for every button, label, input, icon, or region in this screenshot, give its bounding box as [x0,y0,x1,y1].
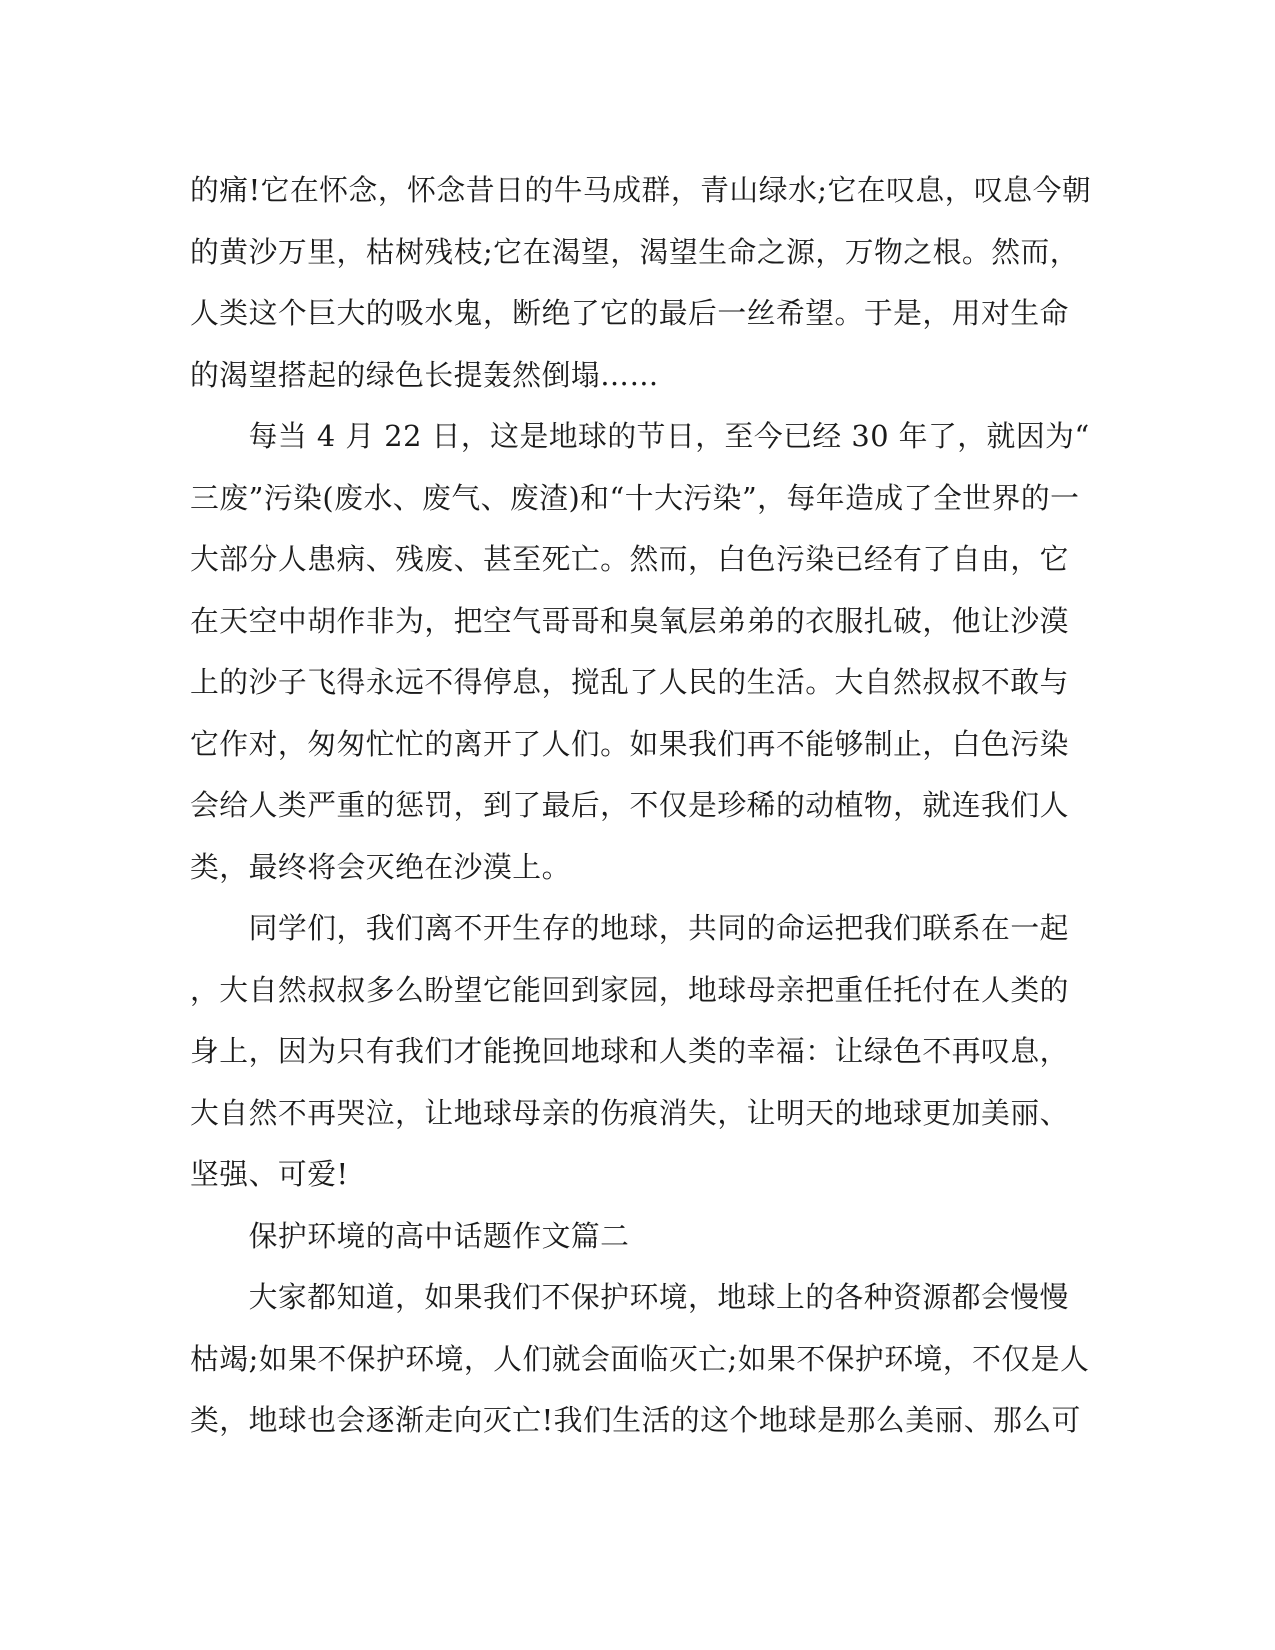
text-line: 类，最终将会灭绝在沙漠上。 [190,849,571,884]
text-line: 的渴望搭起的绿色长提轰然倒塌…… [190,357,659,392]
text-line: 三废”污染(废水、废气、废渣)和“十大污染”，每年造成了全世界的一 [190,480,1080,515]
text-line: 人类这个巨大的吸水鬼，断绝了它的最后一丝希望。于是，用对生命 [190,296,1069,330]
text-line: 上的沙子飞得永远不得停息，搅乱了人民的生活。大自然叔叔不敢与 [190,665,1069,699]
text-line: 的痛!它在怀念，怀念昔日的牛马成群，青山绿水;它在叹息，叹息今朝 [190,173,1092,207]
essay-text [190,160,1090,1452]
text-line: 大自然不再哭泣，让地球母亲的伤痕消失，让明天的地球更加美丽、 [190,1095,1069,1130]
paragraph-start-line: 大家都知道，如果我们不保护环境，地球上的各种资源都会慢慢 [190,1280,1069,1314]
text-line: 类，地球也会逐渐走向灭亡!我们生活的这个地球是那么美丽、那么可 [190,1403,1081,1437]
text-line: 坚强、可爱! [190,1157,349,1191]
text-line: ，大自然叔叔多么盼望它能回到家园，地球母亲把重任托付在人类的 [190,972,1069,1007]
text-line: 会给人类严重的惩罚，到了最后，不仅是珍稀的动植物，就连我们人 [190,788,1069,822]
paragraph-start-line: 每当 4 月 22 日，这是地球的节日，至今已经 30 年了，就因为“ [190,419,1090,453]
text-line: 枯竭;如果不保护环境，人们就会面临灭亡;如果不保护环境，不仅是人 [190,1341,1090,1376]
text-line: 的黄沙万里，枯树残枝;它在渴望，渴望生命之源，万物之根。然而， [190,234,1080,269]
paragraph-start-line: 同学们，我们离不开生存的地球，共同的命运把我们联系在一起 [190,911,1069,945]
text-line: 身上，因为只有我们才能挽回地球和人类的幸福：让绿色不再叹息， [190,1034,1069,1068]
text-line: 在天空中胡作非为，把空气哥哥和臭氧层弟弟的衣服扎破，他让沙漠 [190,603,1069,638]
text-line: 大部分人患病、残废、甚至死亡。然而，白色污染已经有了自由，它 [190,542,1069,576]
text-line: 它作对，匆匆忙忙的离开了人们。如果我们再不能够制止，白色污染 [190,726,1069,761]
section-heading: 保护环境的高中话题作文篇二 [190,1218,630,1253]
